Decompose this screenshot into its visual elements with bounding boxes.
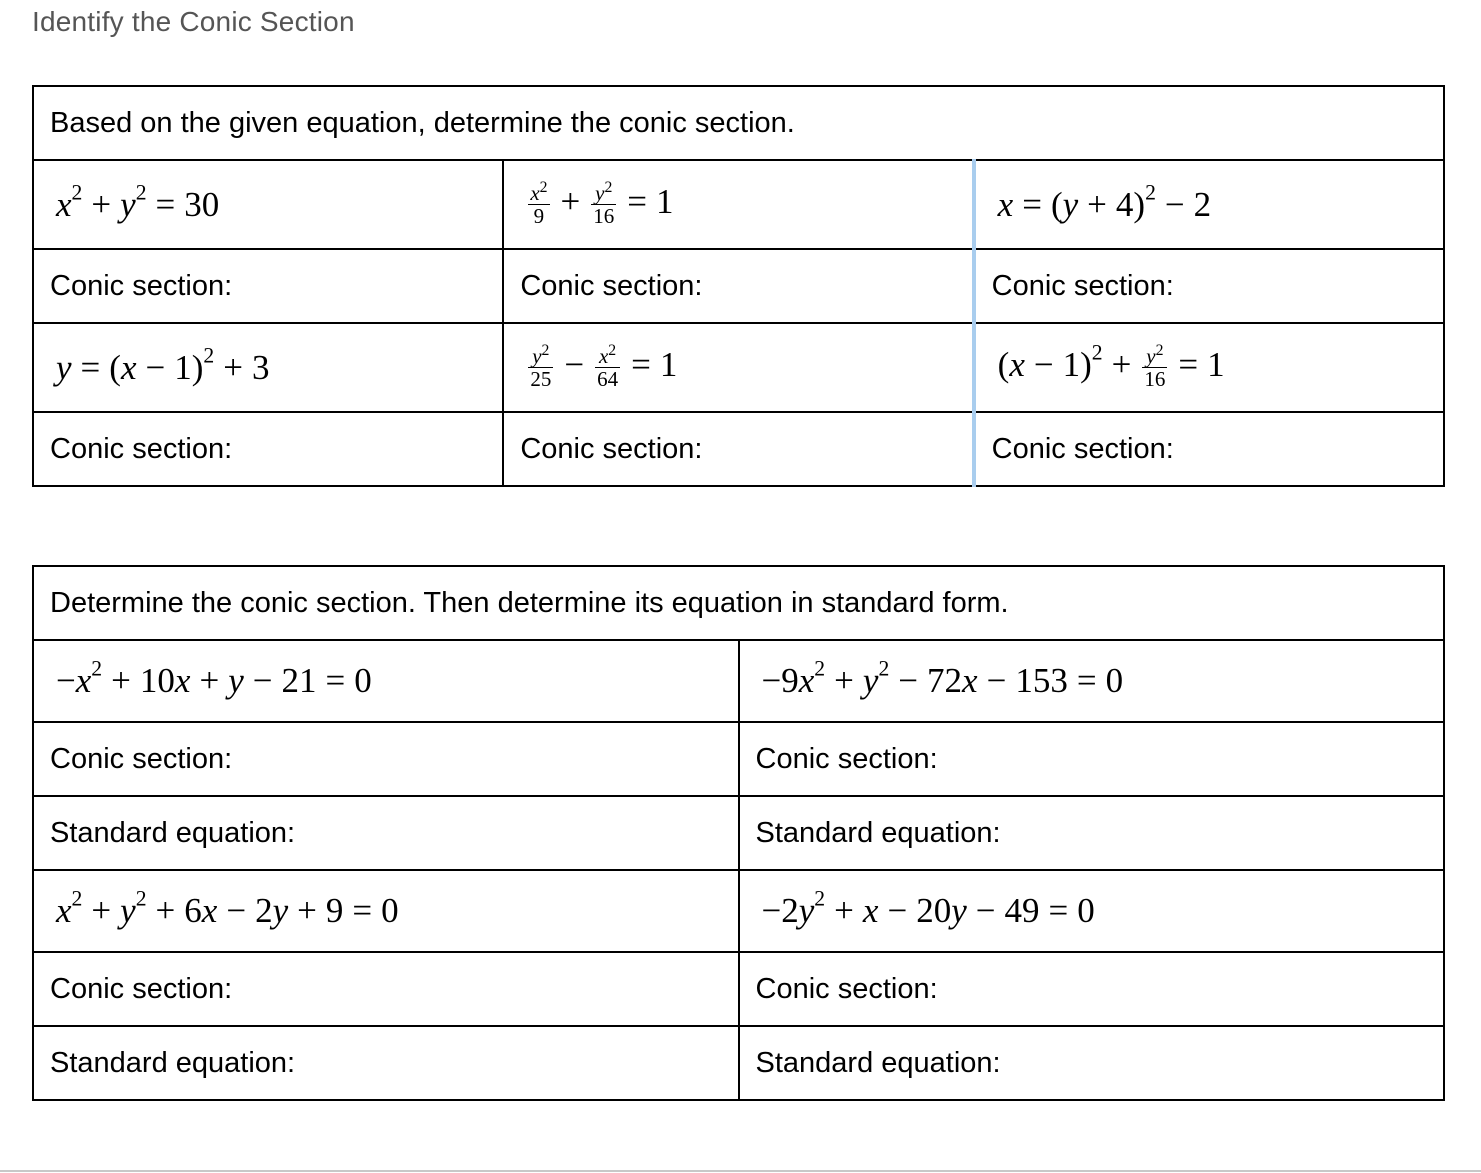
standard-equation-label: Standard equation: [755,816,1001,849]
answer-cell[interactable] [503,249,973,323]
equation-cell [974,160,1444,249]
answer-cell[interactable] [33,952,739,1026]
standard-equation-label: Standard equation: [50,1046,296,1079]
equation-cell [739,870,1445,952]
equation: $x = (y + 4)^2 - 2$ [997,180,1212,224]
standard-form-table [32,565,1445,1101]
answer-cell[interactable] [974,249,1444,323]
standard-equation-label: Standard equation: [755,1046,1001,1079]
equation: $-x^2 + 10x + y - 21 = 0$ [56,656,372,700]
conic-section-label: Conic section: [50,742,233,775]
answer-cell[interactable] [739,796,1445,870]
conic-section-label: Conic section: [991,432,1174,465]
equation: $y = (x - 1)^2 + 3$ [56,343,270,387]
equation-cell [33,870,739,952]
answer-cell[interactable] [974,412,1444,486]
equation-cell [33,323,503,412]
equation: $(x - 1)^2$ + $\frac{y^2}{16}$ = 1 [997,340,1225,392]
answer-cell[interactable] [739,952,1445,1026]
section2-instruction: Determine the conic section. Then determine its equation in standard form. [33,566,1444,640]
page-bottom-divider [0,1170,1481,1172]
equation: $x^2 + y^2 + 6x - 2y + 9 = 0$ [56,886,399,930]
answer-cell[interactable] [739,1026,1445,1100]
equation-cell [33,160,503,249]
conic-section-label: Conic section: [991,269,1174,302]
equation-cell [503,323,973,412]
conic-section-label: Conic section: [520,269,703,302]
equation-cell [33,640,739,722]
section1-instruction: Based on the given equation, determine the conic section. [33,86,1444,160]
identify-conic-table [32,85,1445,487]
equation-cell [974,323,1444,412]
equation: $x^2 + y^2 = 30$ [56,180,220,224]
answer-cell[interactable] [503,412,973,486]
equation-cell [739,640,1445,722]
conic-section-label: Conic section: [50,972,233,1005]
equation-cell [503,160,973,249]
conic-section-label: Conic section: [755,972,938,1005]
conic-section-label: Conic section: [50,432,233,465]
answer-cell[interactable] [33,796,739,870]
conic-section-label: Conic section: [755,742,938,775]
conic-section-label: Conic section: [50,269,233,302]
equation: $-9x^2 + y^2 - 72x - 153 = 0$ [761,656,1124,700]
answer-cell[interactable] [33,249,503,323]
conic-section-label: Conic section: [520,432,703,465]
standard-equation-label: Standard equation: [50,816,296,849]
page-title: Identify the Conic Section [32,6,355,37]
answer-cell[interactable] [33,722,739,796]
answer-cell[interactable] [739,722,1445,796]
equation: $\frac{x^2}{9}$ + $\frac{y^2}{16}$ = 1 [530,179,674,229]
equation: $-2y^2 + x - 20y - 49 = 0$ [761,886,1095,930]
answer-cell[interactable] [33,412,503,486]
answer-cell[interactable] [33,1026,739,1100]
equation: $\frac{y^2}{25}$ − $\frac{x^2}{64}$ = 1 [530,342,678,392]
